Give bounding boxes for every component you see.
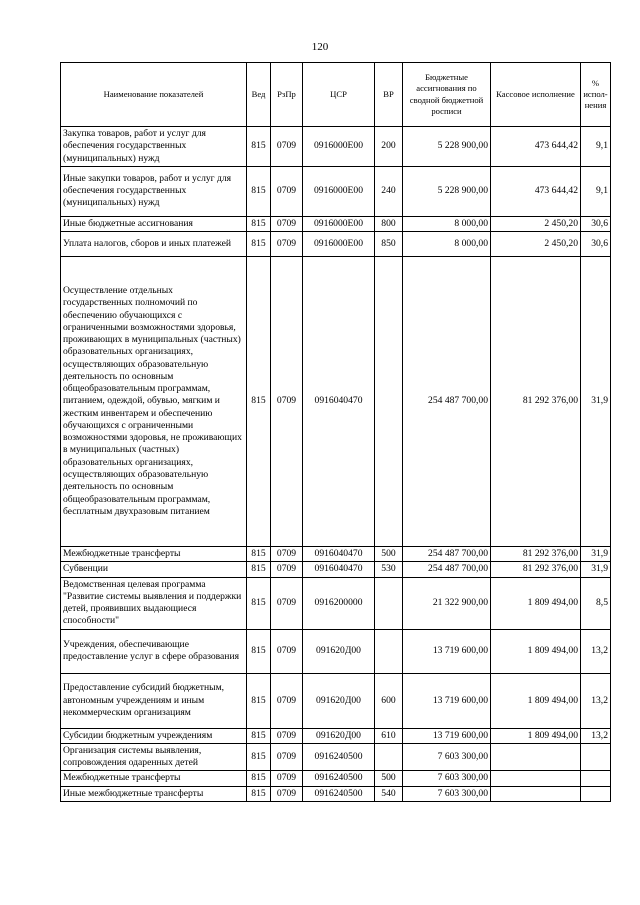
cell-csr: 0916240500	[303, 771, 375, 786]
cell-rzpr: 0709	[271, 257, 303, 547]
cell-csr: 0916240500	[303, 743, 375, 771]
cell-ved: 815	[247, 562, 271, 577]
cell-vr: 600	[375, 673, 403, 728]
cell-name: Межбюджетные трансферты	[61, 547, 247, 562]
cell-cash: 2 450,20	[491, 232, 581, 257]
cell-ved: 815	[247, 547, 271, 562]
cell-csr: 0916000Е00	[303, 127, 375, 167]
cell-percent	[581, 743, 611, 771]
cell-cash	[491, 771, 581, 786]
cell-budget: 7 603 300,00	[403, 771, 491, 786]
header-ved: Вед	[247, 63, 271, 127]
cell-cash: 81 292 376,00	[491, 547, 581, 562]
cell-vr: 540	[375, 786, 403, 801]
table-row	[61, 743, 611, 771]
table-header-row	[61, 63, 611, 127]
cell-ved: 815	[247, 127, 271, 167]
header-csr: ЦСР	[303, 63, 375, 127]
header-vr: ВР	[375, 63, 403, 127]
cell-csr: 091620Д00	[303, 673, 375, 728]
cell-csr: 091620Д00	[303, 728, 375, 743]
cell-cash	[491, 786, 581, 801]
table-row	[61, 673, 611, 728]
cell-budget: 254 487 700,00	[403, 257, 491, 547]
cell-ved: 815	[247, 728, 271, 743]
cell-ved: 815	[247, 166, 271, 216]
cell-rzpr: 0709	[271, 743, 303, 771]
header-cash: Кассовое исполнение	[491, 63, 581, 127]
table-row	[61, 232, 611, 257]
cell-name: Учреждения, обеспечивающие предоставление услуг в сфере образования	[61, 629, 247, 673]
cell-ved: 815	[247, 786, 271, 801]
cell-csr: 0916040470	[303, 257, 375, 547]
cell-budget: 254 487 700,00	[403, 562, 491, 577]
cell-name: Уплата налогов, сборов и иных платежей	[61, 232, 247, 257]
cell-percent: 8,5	[581, 577, 611, 629]
cell-percent: 9,1	[581, 127, 611, 167]
cell-cash: 1 809 494,00	[491, 577, 581, 629]
cell-cash: 81 292 376,00	[491, 562, 581, 577]
cell-cash: 473 644,42	[491, 127, 581, 167]
table-row	[61, 216, 611, 231]
cell-ved: 815	[247, 743, 271, 771]
table-row	[61, 547, 611, 562]
cell-vr: 500	[375, 547, 403, 562]
header-name: Наименование показателей	[61, 63, 247, 127]
cell-ved: 815	[247, 216, 271, 231]
cell-percent: 30,6	[581, 216, 611, 231]
cell-name: Межбюджетные трансферты	[61, 771, 247, 786]
cell-rzpr: 0709	[271, 547, 303, 562]
cell-cash: 1 809 494,00	[491, 728, 581, 743]
cell-percent: 13,2	[581, 728, 611, 743]
cell-percent: 31,9	[581, 562, 611, 577]
cell-vr: 500	[375, 771, 403, 786]
cell-rzpr: 0709	[271, 577, 303, 629]
cell-cash: 81 292 376,00	[491, 257, 581, 547]
cell-csr: 0916000Е00	[303, 216, 375, 231]
cell-budget: 5 228 900,00	[403, 127, 491, 167]
cell-budget: 7 603 300,00	[403, 786, 491, 801]
cell-budget: 13 719 600,00	[403, 673, 491, 728]
cell-name: Иные межбюджетные трансферты	[61, 786, 247, 801]
cell-name: Организация системы выявления, сопровождения одаренных детей	[61, 743, 247, 771]
cell-rzpr: 0709	[271, 786, 303, 801]
cell-budget: 7 603 300,00	[403, 743, 491, 771]
cell-cash: 473 644,42	[491, 166, 581, 216]
cell-rzpr: 0709	[271, 673, 303, 728]
table-row	[61, 257, 611, 547]
cell-vr	[375, 257, 403, 547]
cell-vr: 850	[375, 232, 403, 257]
cell-vr: 240	[375, 166, 403, 216]
cell-vr: 800	[375, 216, 403, 231]
cell-rzpr: 0709	[271, 562, 303, 577]
cell-percent: 13,2	[581, 629, 611, 673]
table-row	[61, 166, 611, 216]
table-row	[61, 577, 611, 629]
cell-vr: 530	[375, 562, 403, 577]
cell-cash: 2 450,20	[491, 216, 581, 231]
table-row	[61, 562, 611, 577]
cell-rzpr: 0709	[271, 166, 303, 216]
cell-rzpr: 0709	[271, 127, 303, 167]
cell-vr	[375, 577, 403, 629]
table-row	[61, 127, 611, 167]
cell-csr: 0916200000	[303, 577, 375, 629]
cell-budget: 13 719 600,00	[403, 629, 491, 673]
cell-vr	[375, 743, 403, 771]
cell-budget: 8 000,00	[403, 216, 491, 231]
cell-name: Иные закупки товаров, работ и услуг для обеспечения государственных (муниципальных) нужд	[61, 166, 247, 216]
cell-cash: 1 809 494,00	[491, 629, 581, 673]
cell-name: Субвенции	[61, 562, 247, 577]
cell-ved: 815	[247, 577, 271, 629]
cell-name: Субсидии бюджетным учреждениям	[61, 728, 247, 743]
cell-cash	[491, 743, 581, 771]
header-percent: % испол-нения	[581, 63, 611, 127]
cell-name: Иные бюджетные ассигнования	[61, 216, 247, 231]
cell-csr: 0916040470	[303, 547, 375, 562]
cell-name: Предоставление субсидий бюджетным, автономным учреждениям и иным некоммерческим организациям	[61, 673, 247, 728]
cell-vr: 200	[375, 127, 403, 167]
cell-percent: 31,9	[581, 547, 611, 562]
table-row	[61, 629, 611, 673]
cell-percent	[581, 786, 611, 801]
cell-ved: 815	[247, 673, 271, 728]
cell-cash: 1 809 494,00	[491, 673, 581, 728]
cell-percent: 30,6	[581, 232, 611, 257]
cell-percent: 9,1	[581, 166, 611, 216]
cell-rzpr: 0709	[271, 216, 303, 231]
cell-percent	[581, 771, 611, 786]
table-row	[61, 728, 611, 743]
cell-name: Осуществление отдельных государственных полномочий по обеспечению обучающихся с ограниченными возможностями здоровья, проживающих в муниципальных (частных) образовательных организациях, осуществляющих образовательную деятельность по основным общеобразовательным программам, питанием, одеждой, обувью, мягким и жестким инвентарем и обеспечению обучающихся с ограниченными возможностями здоровья, не проживающих в муниципальных (частных) образовательных организациях, осуществляющих образовательную деятельность по основным общеобразовательным программам, бесплатным двухразовым питанием	[61, 257, 247, 547]
budget-execution-table	[60, 62, 611, 802]
cell-name: Ведомственная целевая программа "Развитие системы выявления и поддержки детей, проявивших выдающиеся способности"	[61, 577, 247, 629]
header-budget: Бюджетные ассигнования по сводной бюджетной росписи	[403, 63, 491, 127]
cell-csr: 091620Д00	[303, 629, 375, 673]
cell-ved: 815	[247, 257, 271, 547]
cell-budget: 8 000,00	[403, 232, 491, 257]
cell-percent: 13,2	[581, 673, 611, 728]
cell-vr	[375, 629, 403, 673]
cell-csr: 0916000Е00	[303, 166, 375, 216]
cell-budget: 254 487 700,00	[403, 547, 491, 562]
table-row	[61, 786, 611, 801]
page-number: 120	[311, 41, 329, 53]
cell-csr: 0916040470	[303, 562, 375, 577]
cell-percent: 31,9	[581, 257, 611, 547]
cell-budget: 21 322 900,00	[403, 577, 491, 629]
cell-budget: 5 228 900,00	[403, 166, 491, 216]
cell-ved: 815	[247, 232, 271, 257]
cell-name: Закупка товаров, работ и услуг для обеспечения государственных (муниципальных) нужд	[61, 127, 247, 167]
cell-rzpr: 0709	[271, 771, 303, 786]
cell-csr: 0916000Е00	[303, 232, 375, 257]
cell-csr: 0916240500	[303, 786, 375, 801]
cell-ved: 815	[247, 629, 271, 673]
cell-budget: 13 719 600,00	[403, 728, 491, 743]
header-rzpr: РзПр	[271, 63, 303, 127]
cell-rzpr: 0709	[271, 629, 303, 673]
cell-rzpr: 0709	[271, 728, 303, 743]
table-row	[61, 771, 611, 786]
cell-ved: 815	[247, 771, 271, 786]
cell-vr: 610	[375, 728, 403, 743]
cell-rzpr: 0709	[271, 232, 303, 257]
